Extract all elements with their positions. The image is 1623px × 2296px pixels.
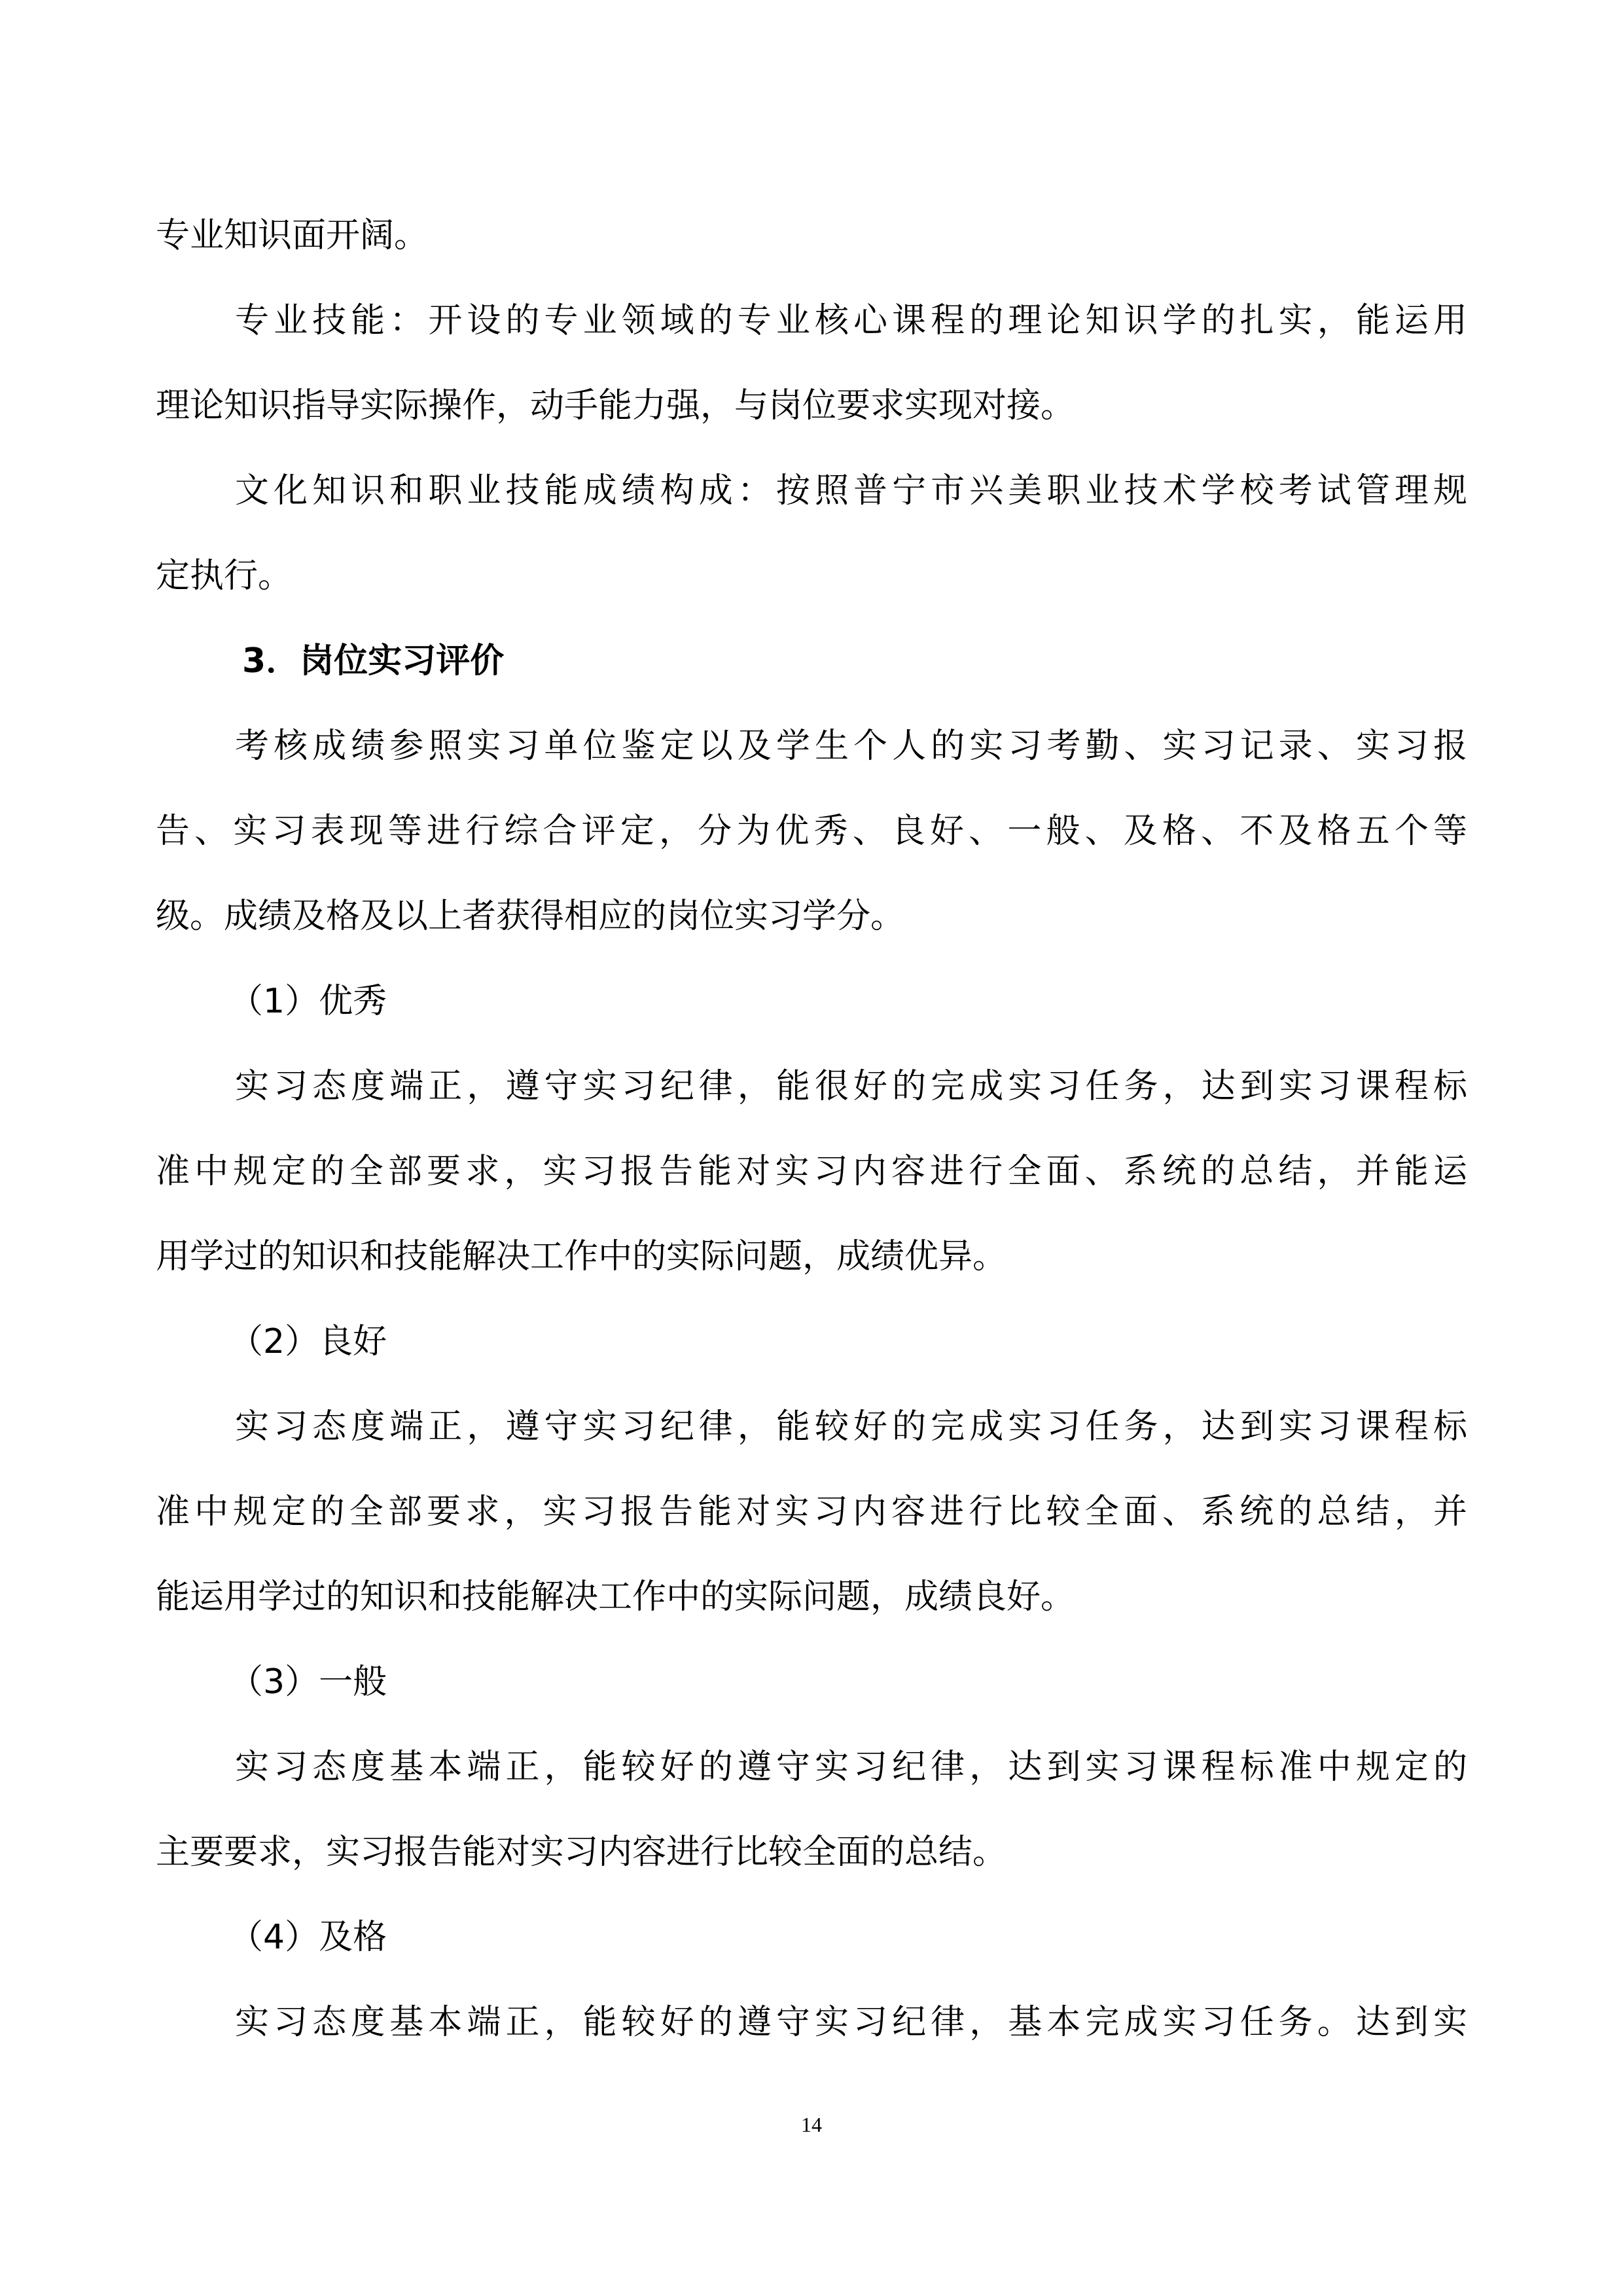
paragraph-line: 告、实习表现等进行综合评定，分为优秀、良好、一般、及格、不及格五个等	[156, 812, 1467, 851]
subheading: （3）一般	[229, 1662, 387, 1702]
paragraph-line: 用学过的知识和技能解决工作中的实际问题，成绩优异。	[156, 1237, 1007, 1276]
section-heading: 3．岗位实习评价	[242, 641, 505, 681]
subheading: （2）良好	[229, 1322, 387, 1361]
subheading: （1）优秀	[229, 982, 387, 1021]
paragraph-line: 定执行。	[156, 556, 293, 596]
paragraph-line: 能运用学过的知识和技能解决工作中的实际问题，成绩良好。	[156, 1577, 1075, 1617]
paragraph-line: 专业知识面开阔。	[156, 216, 429, 255]
subheading: （4）及格	[229, 1918, 387, 1957]
paragraph-line: 实习态度端正，遵守实习纪律，能很好的完成实习任务，达到实习课程标	[235, 1067, 1467, 1106]
paragraph-line: 准中规定的全部要求，实习报告能对实习内容进行比较全面、系统的总结，并	[156, 1492, 1467, 1532]
paragraph-line: 专业技能：开设的专业领域的专业核心课程的理论知识学的扎实，能运用	[235, 301, 1467, 340]
paragraph-line: 实习态度基本端正，能较好的遵守实习纪律，达到实习课程标准中规定的	[235, 1748, 1467, 1787]
paragraph-line: 理论知识指导实际操作，动手能力强，与岗位要求实现对接。	[156, 386, 1075, 425]
paragraph-line: 主要要求，实习报告能对实习内容进行比较全面的总结。	[156, 1833, 1007, 1872]
page-number: 14	[801, 2113, 822, 2136]
paragraph-line: 文化知识和职业技能成绩构成：按照普宁市兴美职业技术学校考试管理规	[235, 471, 1467, 511]
paragraph-line: 实习态度基本端正，能较好的遵守实习纪律，基本完成实习任务。达到实	[235, 2003, 1467, 2042]
paragraph-line: 准中规定的全部要求，实习报告能对实习内容进行全面、系统的总结，并能运	[156, 1152, 1467, 1191]
paragraph-line: 实习态度端正，遵守实习纪律，能较好的完成实习任务，达到实习课程标	[235, 1407, 1467, 1446]
paragraph-line: 级。成绩及格及以上者获得相应的岗位实习学分。	[156, 897, 905, 936]
paragraph-line: 考核成绩参照实习单位鉴定以及学生个人的实习考勤、实习记录、实习报	[235, 726, 1467, 766]
